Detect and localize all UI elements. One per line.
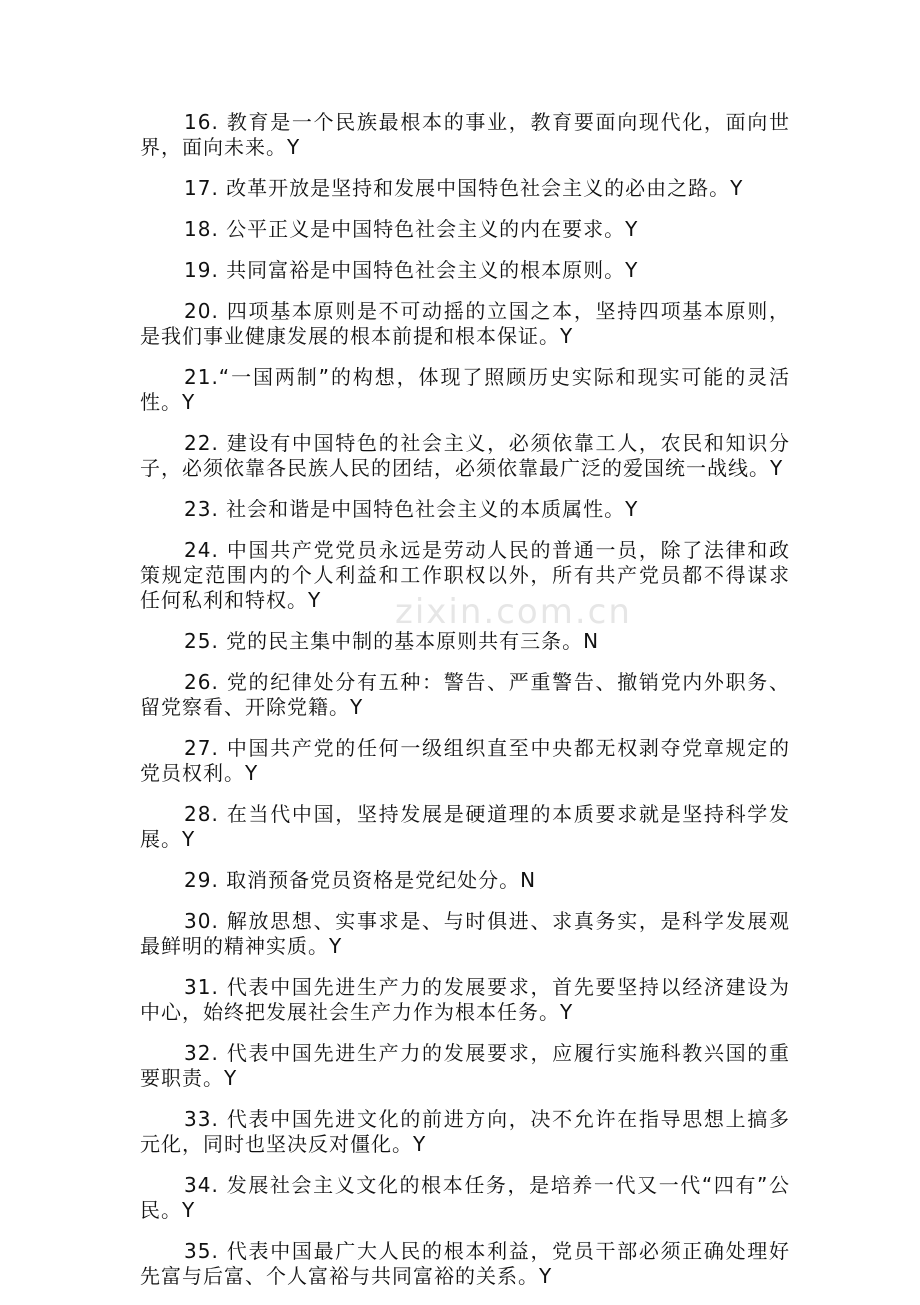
question-item-33: 33. 代表中国先进文化的前进方向，决不允许在指导思想上搞多元化，同时也坚决反对僵化。Y <box>140 1107 790 1156</box>
question-item-21: 21.“一国两制”的构想，体现了照顾历史实际和现实可能的灵活性。Y <box>140 365 790 414</box>
question-item-35: 35. 代表中国最广大人民的根本利益，党员干部必须正确处理好先富与后富、个人富裕与共同富裕的关系。Y <box>140 1239 790 1288</box>
question-item-30: 30. 解放思想、实事求是、与时俱进、求真务实，是科学发展观最鲜明的精神实质。Y <box>140 909 790 958</box>
question-item-34: 34. 发展社会主义文化的根本任务，是培养一代又一代“四有”公民。Y <box>140 1173 790 1222</box>
question-item-31: 31. 代表中国先进生产力的发展要求，首先要坚持以经济建设为中心，始终把发展社会生产力作为根本任务。Y <box>140 975 790 1024</box>
question-item-20: 20. 四项基本原则是不可动摇的立国之本，坚持四项基本原则，是我们事业健康发展的根本前提和根本保证。Y <box>140 299 790 348</box>
question-list <box>140 110 790 1305</box>
question-item-22: 22. 建设有中国特色的社会主义，必须依靠工人，农民和知识分子，必须依靠各民族人民的团结，必须依靠最广泛的爱国统一战线。Y <box>140 431 790 480</box>
question-item-25: 25. 党的民主集中制的基本原则共有三条。N <box>184 629 600 653</box>
watermark: zixin.com.cn <box>395 592 632 632</box>
question-item-18: 18. 公平正义是中国特色社会主义的内在要求。Y <box>184 217 639 241</box>
question-item-16: 16. 教育是一个民族最根本的事业，教育要面向现代化，面向世界，面向未来。Y <box>140 110 790 159</box>
question-item-26: 26. 党的纪律处分有五种：警告、严重警告、撤销党内外职务、留党察看、开除党籍。Y <box>140 670 790 719</box>
question-item-19: 19. 共同富裕是中国特色社会主义的根本原则。Y <box>184 258 639 282</box>
question-item-27: 27. 中国共产党的任何一级组织直至中央都无权剥夺党章规定的党员权利。Y <box>140 736 790 785</box>
question-item-24: 24. 中国共产党党员永远是劳动人民的普通一员，除了法律和政策规定范围内的个人利益和工作职权以外，所有共产党员都不得谋求任何私利和特权。Y <box>140 538 790 612</box>
question-item-28: 28. 在当代中国，坚持发展是硬道理的本质要求就是坚持科学发展。Y <box>140 802 790 851</box>
question-item-32: 32. 代表中国先进生产力的发展要求，应履行实施科教兴国的重要职责。Y <box>140 1041 790 1090</box>
question-item-29: 29. 取消预备党员资格是党纪处分。N <box>184 868 537 892</box>
question-item-17: 17. 改革开放是坚持和发展中国特色社会主义的必由之路。Y <box>184 176 744 200</box>
question-item-23: 23. 社会和谐是中国特色社会主义的本质属性。Y <box>184 497 639 521</box>
